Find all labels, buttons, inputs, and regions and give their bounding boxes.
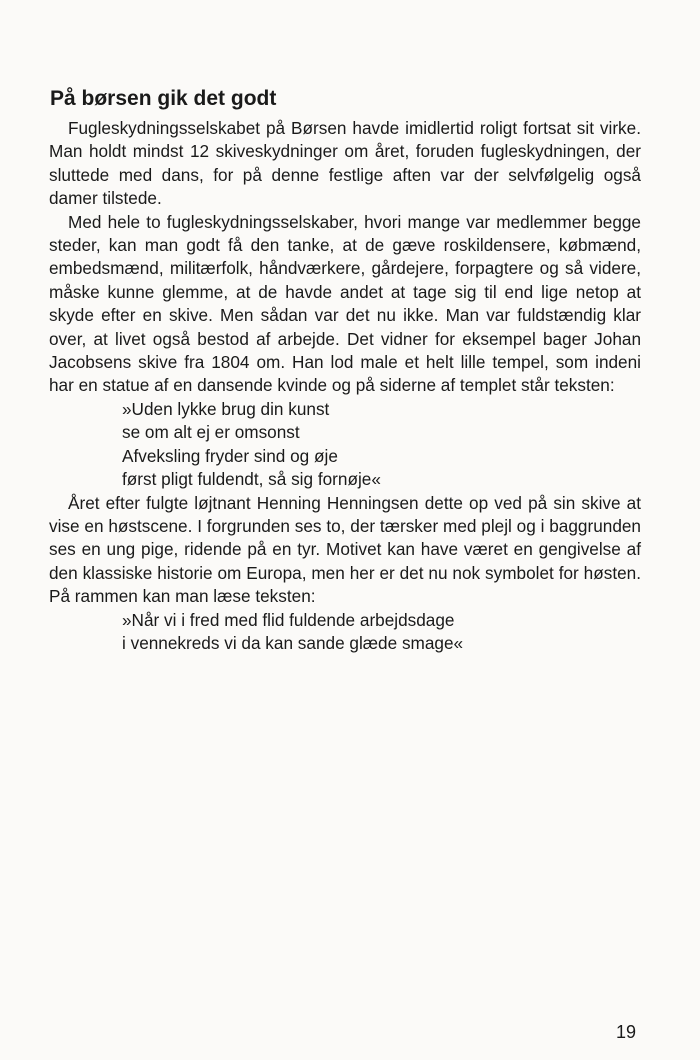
verse-block-2: [49, 609, 641, 656]
verse-line: »Uden lykke brug din kunst: [122, 398, 330, 419]
verse-line: se om alt ej er omsonst: [122, 422, 300, 443]
verse-line: Afveksling fryder sind og øje: [122, 445, 338, 466]
verse-line: først pligt fuldendt, så sig fornøje«: [122, 469, 381, 490]
verse-line: »Når vi i fred med flid fuldende arbejdsdage: [122, 609, 455, 630]
paragraph-2: Med hele to fugleskydningsselskaber, hvori mange var medlemmer begge steder, kan man godt få den tanke, at de gæve roskildensere, købmænd, embedsmænd, militærfolk, håndværkere, gårdejere, forpagtere og så videre, måske kunne glemme, at de havde andet at tage sig til end lige netop at skyde efter en skive. Men sådan var det nu ikke. Man var fuldstændig klar over, at livet også bestod af arbejde. Det vidner for eksempel bager Johan Jacobsens skive fra 1804 om. Han lod male et helt lille tempel, som indeni har en statue af en dansende kvinde og på siderne af templet står teksten:: [49, 211, 641, 396]
verse-block-1: [49, 398, 641, 492]
section-heading: På børsen gik det godt: [50, 87, 277, 110]
verse-line: i vennekreds vi da kan sande glæde smage«: [122, 632, 464, 653]
paragraph-3: Året efter fulgte løjtnant Henning Henningsen dette op ved på sin skive at vise en høstscene. I forgrunden ses to, der tærsker med plejl og i baggrunden ses en ung pige, ridende på en tyr. Motivet kan have været en gengivelse af den klassiske historie om Europa, men her er det nu nok symbolet for høsten. På rammen kan man læse teksten:: [49, 492, 641, 607]
page-number: 19: [615, 1022, 636, 1042]
body-text: [49, 117, 641, 655]
paragraph-1: Fugleskydningsselskabet på Børsen havde imidlertid roligt fortsat sit virke. Man holdt mindst 12 skiveskydninger om året, foruden fugleskydningen, der sluttede med dans, for på denne festlige aften var der selvfølgelig også damer tilstede.: [49, 118, 641, 209]
